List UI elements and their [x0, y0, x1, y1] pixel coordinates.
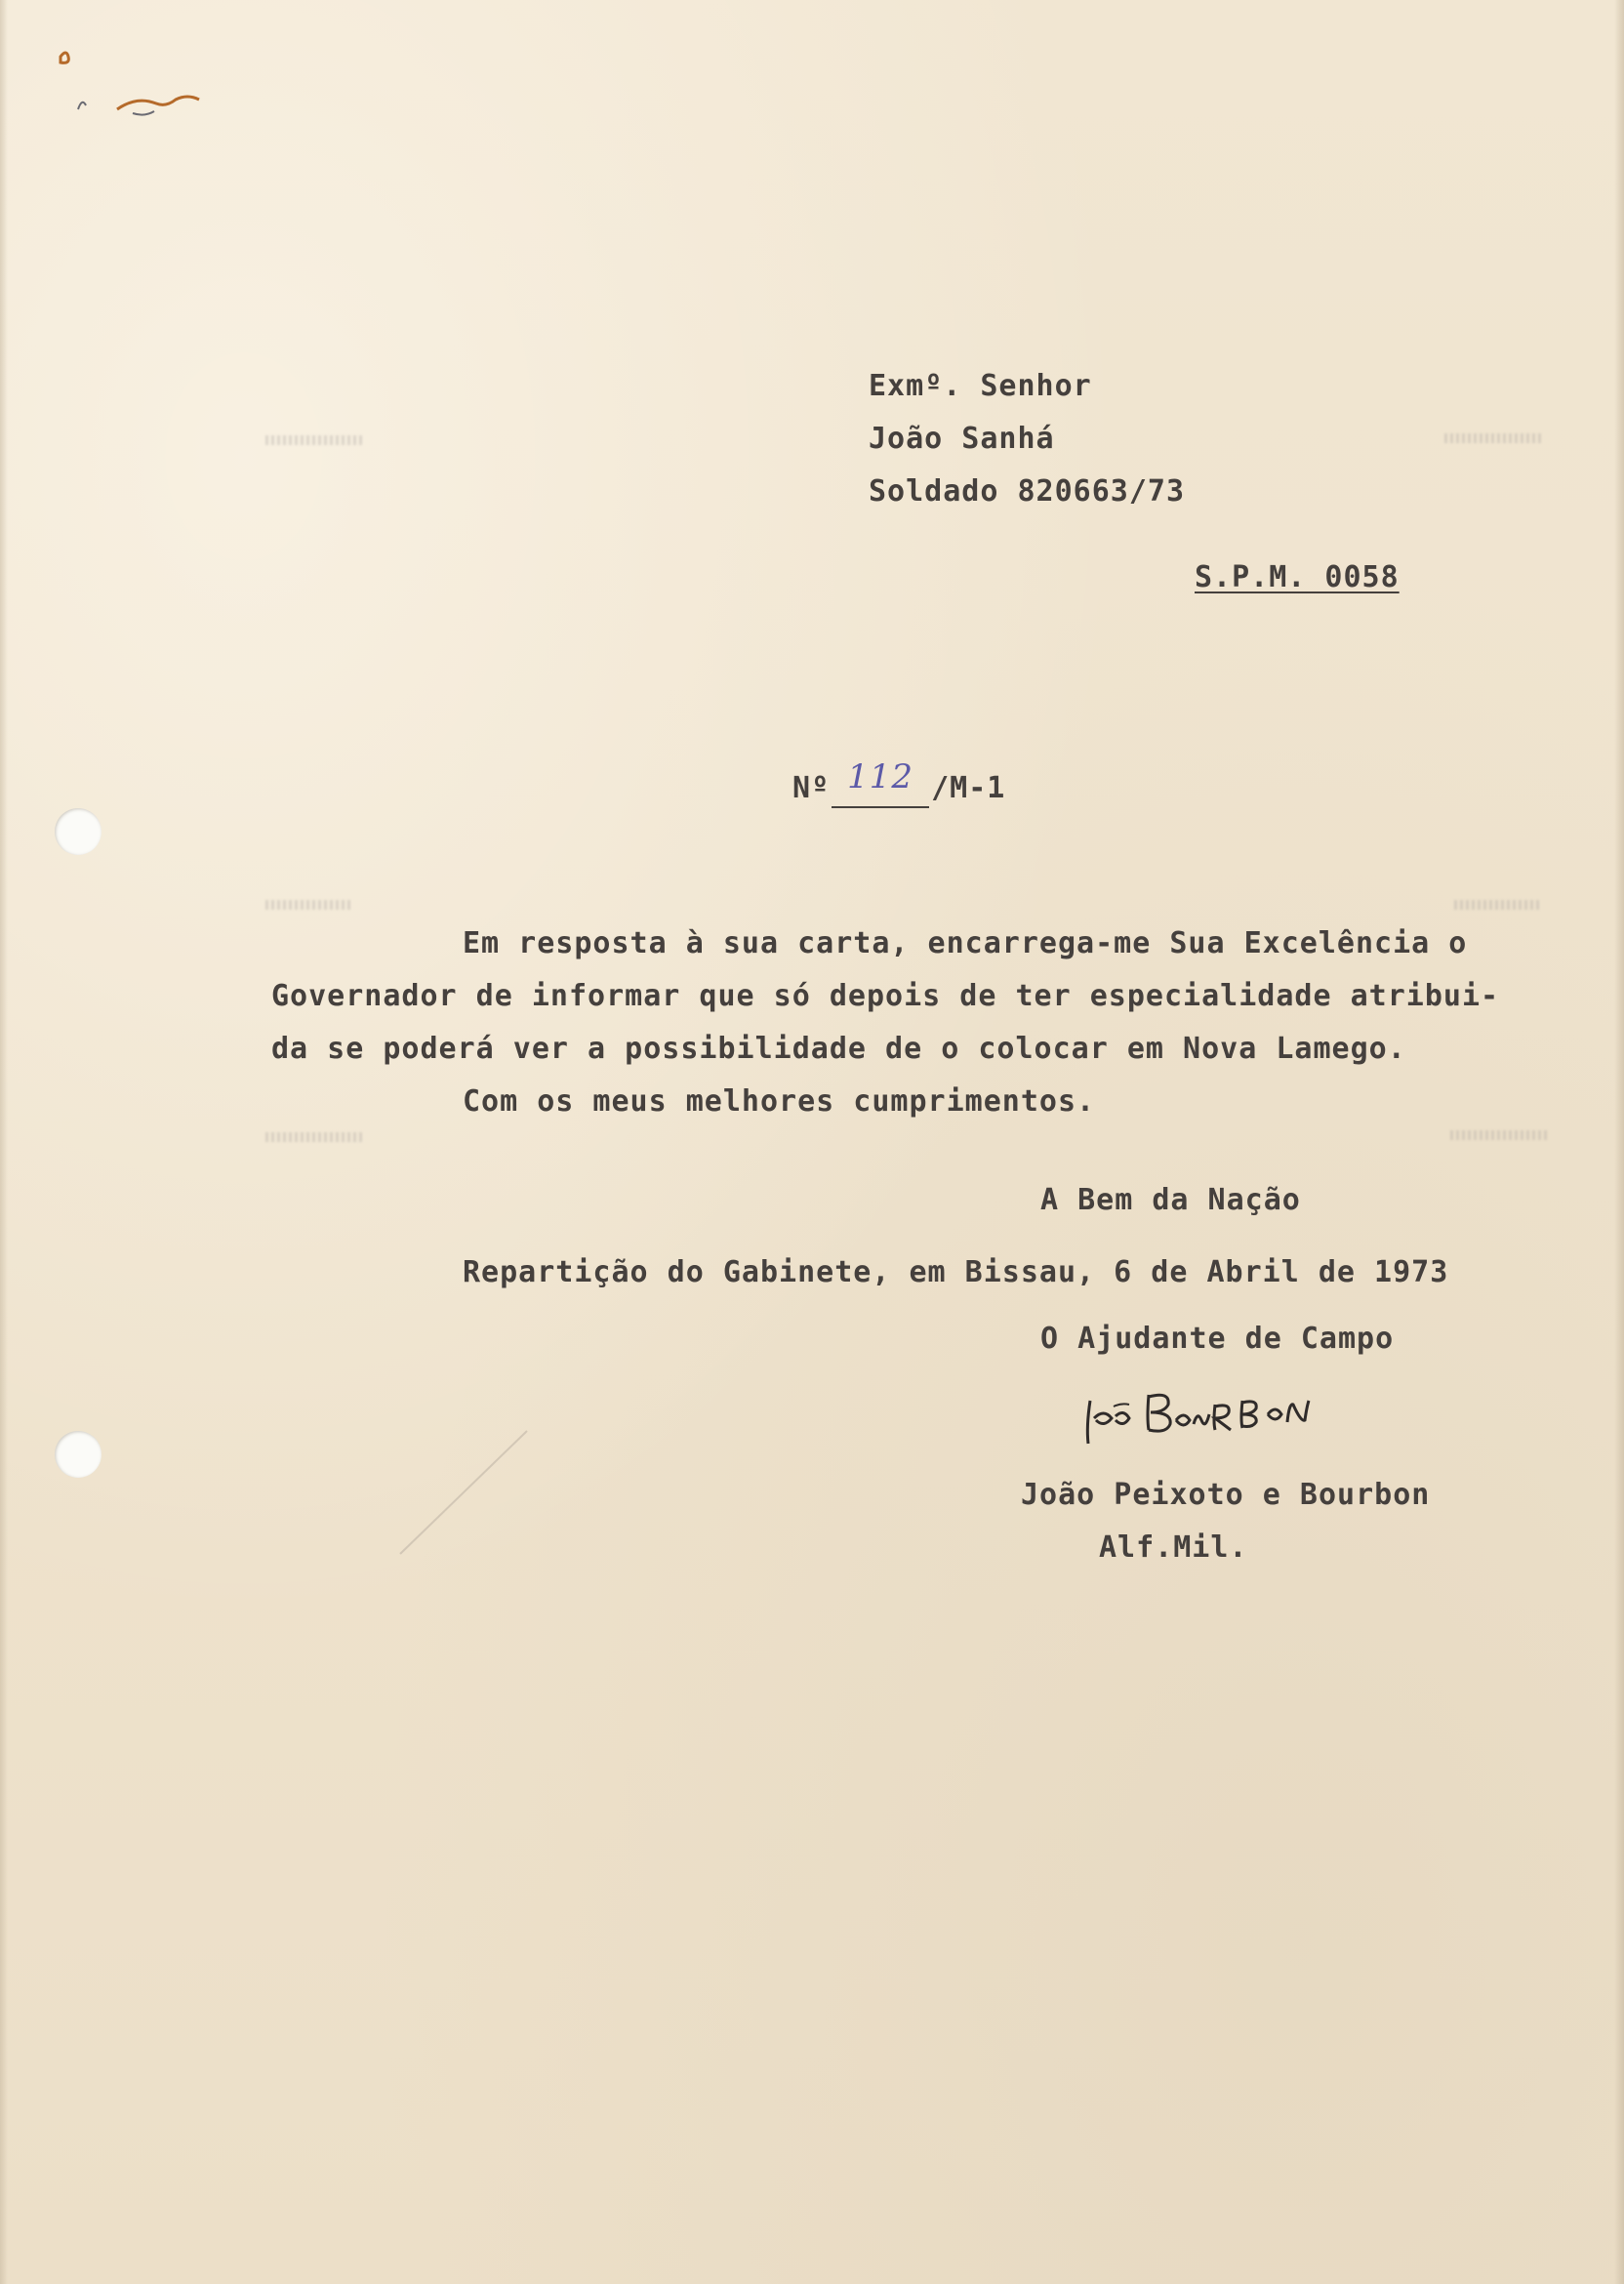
recipient-rank-number: Soldado 820663/73	[869, 474, 1186, 509]
handwritten-signature	[1078, 1381, 1332, 1449]
postal-code: S.P.M. 0058	[1195, 560, 1400, 594]
recipient-salutation: Exmº. Senhor	[869, 369, 1092, 403]
paper-smudge	[265, 1132, 363, 1142]
punch-hole-upper	[55, 808, 102, 855]
body-line-2: Governador de informar que só depois de ter especialidade atribui-	[271, 979, 1500, 1013]
paper-smudge	[1450, 1130, 1548, 1140]
reference-prefix: Nº	[792, 771, 831, 805]
paper-smudge	[1454, 900, 1542, 910]
reference-suffix: /M-1	[931, 771, 1006, 805]
punch-hole-lower	[55, 1431, 102, 1478]
signer-rank: Alf.Mil.	[1099, 1530, 1248, 1565]
reference-number	[792, 757, 1006, 808]
place-date: Repartição do Gabinete, em Bissau, 6 de Abril de 1973	[463, 1255, 1449, 1289]
signer-role: O Ajudante de Campo	[1040, 1322, 1395, 1356]
recipient-name: João Sanhá	[869, 422, 1055, 456]
reference-underline	[832, 757, 929, 808]
paper-right-edge	[1614, 0, 1624, 2284]
paper-crease	[371, 1425, 547, 1562]
paper-smudge	[1444, 433, 1542, 443]
paper-smudge	[265, 900, 353, 910]
body-line-3: da se poderá ver a possibilidade de o colocar em Nova Lamego.	[271, 1032, 1406, 1066]
letter-body	[271, 918, 1540, 1128]
signer-name: João Peixoto e Bourbon	[1021, 1478, 1431, 1512]
reference-handwritten-number: 112	[847, 757, 914, 796]
body-line-4: Com os meus melhores cumprimentos.	[463, 1084, 1096, 1119]
closing-formula: A Bem da Nação	[1040, 1183, 1301, 1217]
pencil-annotation-icon	[49, 39, 224, 127]
paper-left-edge	[0, 0, 8, 2284]
paper-smudge	[265, 435, 363, 445]
body-line-1: Em resposta à sua carta, encarrega-me Sua Excelência o	[463, 926, 1468, 960]
